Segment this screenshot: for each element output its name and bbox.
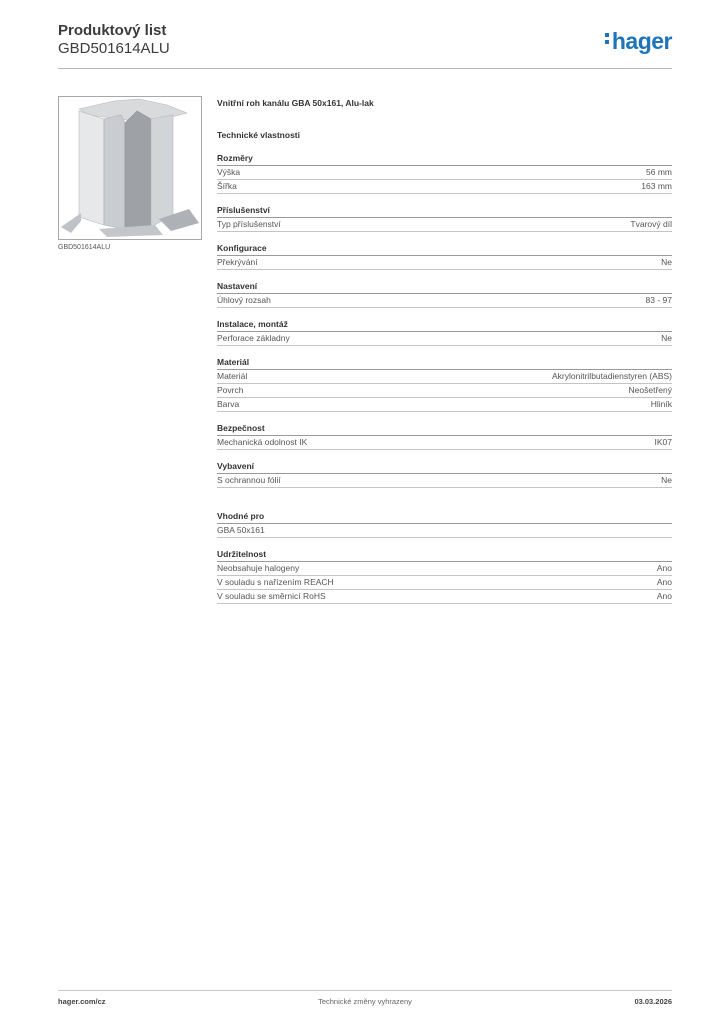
spec-row xyxy=(217,436,672,450)
spec-section xyxy=(217,356,672,412)
spec-section xyxy=(217,548,672,604)
section-heading: Instalace, montáž xyxy=(217,318,672,332)
spec-row xyxy=(217,524,672,538)
section-heading: Příslušenství xyxy=(217,204,672,218)
spec-value: Neošetřený xyxy=(628,385,672,395)
header-divider xyxy=(58,68,672,69)
product-code: GBD501614ALU xyxy=(58,40,170,57)
spec-label: GBA 50x161 xyxy=(217,525,265,535)
spec-label: Šířka xyxy=(217,181,237,191)
spec-value: Tvarový díl xyxy=(630,219,672,229)
spec-label: Mechanická odolnost IK xyxy=(217,437,308,447)
spec-value: Ne xyxy=(661,333,672,343)
spec-row xyxy=(217,474,672,488)
spec-section xyxy=(217,510,672,538)
spec-value: Ano xyxy=(656,563,672,573)
spec-label: Perforace základny xyxy=(217,333,290,343)
section-heading: Nastavení xyxy=(217,280,672,294)
spec-row xyxy=(217,562,672,576)
spec-row xyxy=(217,332,672,346)
spec-value: Hliník xyxy=(650,399,672,409)
spec-value: Ano xyxy=(656,591,672,601)
section-heading: Vybavení xyxy=(217,460,672,474)
spec-value: 83 - 97 xyxy=(645,295,672,305)
product-image xyxy=(58,96,202,240)
spec-row xyxy=(217,370,672,384)
spec-label: Překrývání xyxy=(217,257,258,267)
spec-label: Neobsahuje halogeny xyxy=(217,563,300,573)
product-name: Vnitřní roh kanálu GBA 50x161, Alu-lak xyxy=(217,98,374,108)
spec-label: Typ příslušenství xyxy=(217,219,281,229)
spec-label: Úhlový rozsah xyxy=(217,295,271,305)
spec-sections xyxy=(217,152,672,604)
spec-section xyxy=(217,204,672,232)
spec-value: Ano xyxy=(656,577,672,587)
spec-section xyxy=(217,280,672,308)
spec-row xyxy=(217,180,672,194)
spec-section xyxy=(217,318,672,346)
section-heading: Vhodné pro xyxy=(217,510,672,524)
technical-properties-heading: Technické vlastnosti xyxy=(217,130,300,140)
spec-row xyxy=(217,576,672,590)
spec-section xyxy=(217,242,672,270)
section-heading: Materiál xyxy=(217,356,672,370)
spec-label: Povrch xyxy=(217,385,244,395)
section-heading: Udržitelnost xyxy=(217,548,672,562)
image-caption: GBD501614ALU xyxy=(58,244,111,251)
section-heading: Rozměry xyxy=(217,152,672,166)
spec-value: 56 mm xyxy=(646,167,672,177)
spec-label: S ochrannou fólií xyxy=(217,475,281,485)
spec-content xyxy=(217,96,672,604)
spec-row xyxy=(217,166,672,180)
section-heading: Bezpečnost xyxy=(217,422,672,436)
logo-dots-icon xyxy=(605,30,609,47)
spec-row xyxy=(217,398,672,412)
spec-row xyxy=(217,384,672,398)
logo-text: hager xyxy=(611,28,672,54)
footer-divider xyxy=(58,990,672,991)
spec-section xyxy=(217,460,672,488)
spec-label: Barva xyxy=(217,399,240,409)
spec-row xyxy=(217,590,672,604)
spec-section xyxy=(217,422,672,450)
page-title: Produktový list xyxy=(58,22,167,39)
page-header xyxy=(58,22,672,70)
spec-label: Výška xyxy=(217,167,241,177)
footer-date: 03.03.2026 xyxy=(634,997,672,1006)
spec-value: Ne xyxy=(661,257,672,267)
footer-notice: Technické změny vyhrazeny xyxy=(318,997,412,1006)
corner-piece-icon xyxy=(59,97,201,239)
spec-value: Akrylonitrilbutadienstyren (ABS) xyxy=(552,371,672,381)
spec-value: 163 mm xyxy=(641,181,672,191)
spec-value: IK07 xyxy=(654,437,672,447)
spec-row xyxy=(217,256,672,270)
spec-section xyxy=(217,152,672,194)
footer-website-link[interactable]: hager.com/cz xyxy=(58,997,106,1006)
spec-label: V souladu se směrnicí RoHS xyxy=(217,591,326,601)
spec-row xyxy=(217,218,672,232)
spec-row xyxy=(217,294,672,308)
spec-value: Ne xyxy=(661,475,672,485)
hager-logo[interactable] xyxy=(605,28,672,55)
section-heading: Konfigurace xyxy=(217,242,672,256)
spec-label: Materiál xyxy=(217,371,248,381)
spec-label: V souladu s nařízením REACH xyxy=(217,577,334,587)
